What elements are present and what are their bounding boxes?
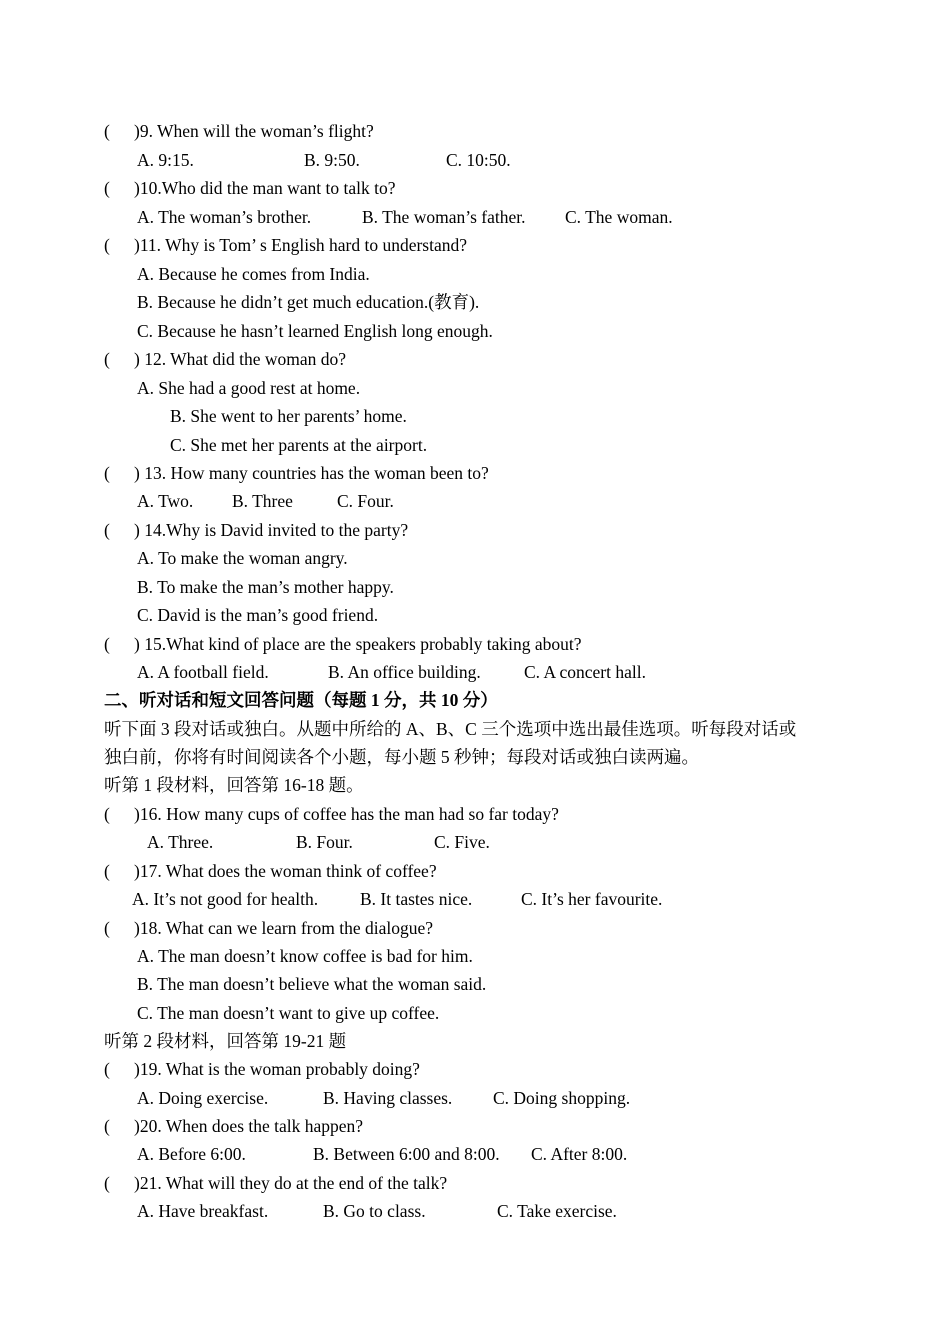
- option-b: B. Between 6:00 and 8:00.: [313, 1144, 500, 1164]
- answer-bracket: (: [104, 178, 110, 198]
- option-a: A. Doing exercise.: [137, 1088, 269, 1108]
- option-a: A. It’s not good for health.: [132, 889, 319, 909]
- answer-bracket: (: [104, 1173, 110, 1193]
- instructions-text: 独白前，你将有时间阅读各个小题，每小题 5 秒钟；每段对话或独白读两遍。: [104, 747, 699, 767]
- option-a: A. Have breakfast.: [137, 1201, 269, 1221]
- answer-bracket: (: [104, 349, 110, 369]
- question-stem: ) 12. What did the woman do?: [134, 349, 347, 369]
- option-c: C. She met her parents at the airport.: [170, 435, 428, 455]
- option-c: C. The man doesn’t want to give up coffee.: [137, 1003, 440, 1023]
- answer-bracket: (: [104, 861, 110, 881]
- question-stem: )19. What is the woman probably doing?: [134, 1059, 420, 1079]
- option-b: B. Having classes.: [323, 1088, 453, 1108]
- answer-bracket: (: [104, 634, 110, 654]
- answer-bracket: (: [104, 1116, 110, 1136]
- option-b: B. The woman’s father.: [362, 207, 526, 227]
- question-stem: )21. What will they do at the end of the talk?: [134, 1173, 448, 1193]
- option-a: A. To make the woman angry.: [137, 548, 348, 568]
- option-b: B. The man doesn’t believe what the woman said.: [137, 974, 487, 994]
- option-c: C. Five.: [434, 832, 490, 852]
- answer-bracket: (: [104, 918, 110, 938]
- question-stem: )16. How many cups of coffee has the man had so far today?: [134, 804, 559, 824]
- option-b: B. Go to class.: [323, 1201, 426, 1221]
- option-b: B. Four.: [296, 832, 353, 852]
- option-c: C. Four.: [337, 491, 394, 511]
- option-c: C. 10:50.: [446, 150, 511, 170]
- answer-bracket: (: [104, 463, 110, 483]
- question-stem: ) 15.What kind of place are the speakers probably taking about?: [134, 634, 582, 654]
- option-b: B. Three: [232, 491, 293, 511]
- question-stem: )9. When will the woman’s flight?: [134, 121, 374, 141]
- option-b: B. She went to her parents’ home.: [170, 406, 407, 426]
- option-a: A. The woman’s brother.: [137, 207, 312, 227]
- option-c: C. Take exercise.: [497, 1201, 617, 1221]
- answer-bracket: (: [104, 235, 110, 255]
- option-c: C. The woman.: [565, 207, 673, 227]
- option-a: A. The man doesn’t know coffee is bad for him.: [137, 946, 473, 966]
- question-stem: ) 14.Why is David invited to the party?: [134, 520, 409, 540]
- option-c: C. A concert hall.: [524, 662, 646, 682]
- option-b: B. Because he didn’t get much education.(教育).: [137, 292, 480, 312]
- question-stem: ) 13. How many countries has the woman been to?: [134, 463, 489, 483]
- question-stem: )18. What can we learn from the dialogue?: [134, 918, 433, 938]
- option-a: A. 9:15.: [137, 150, 194, 170]
- option-b: B. 9:50.: [304, 150, 360, 170]
- option-c: C. Because he hasn’t learned English long enough.: [137, 321, 493, 341]
- option-c: C. It’s her favourite.: [521, 889, 663, 909]
- option-b: B. An office building.: [328, 662, 481, 682]
- option-c: C. Doing shopping.: [493, 1088, 631, 1108]
- section-title: 二、听对话和短文回答问题（每题 1 分，共 10 分）: [104, 690, 498, 710]
- option-a: A. Three.: [147, 832, 214, 852]
- answer-bracket: (: [104, 1059, 110, 1079]
- option-c: C. David is the man’s good friend.: [137, 605, 379, 625]
- option-c: C. After 8:00.: [531, 1144, 628, 1164]
- answer-bracket: (: [104, 121, 110, 141]
- option-b: B. It tastes nice.: [360, 889, 473, 909]
- question-stem: )17. What does the woman think of coffee?: [134, 861, 437, 881]
- option-a: A. Because he comes from India.: [137, 264, 370, 284]
- answer-bracket: (: [104, 804, 110, 824]
- option-a: A. A football field.: [137, 662, 269, 682]
- option-a: A. Two.: [137, 491, 194, 511]
- question-stem: )10.Who did the man want to talk to?: [134, 178, 396, 198]
- instructions-text: 听下面 3 段对话或独白。从题中所给的 A、B、C 三个选项中选出最佳选项。听每段对话或: [104, 719, 797, 739]
- option-b: B. To make the man’s mother happy.: [137, 577, 394, 597]
- question-stem: )11. Why is Tom’ s English hard to understand?: [134, 235, 468, 255]
- option-a: A. Before 6:00.: [137, 1144, 246, 1164]
- part-label: 听第 2 段材料，回答第 19-21 题: [104, 1031, 347, 1051]
- option-a: A. She had a good rest at home.: [137, 378, 361, 398]
- part-label: 听第 1 段材料，回答第 16-18 题。: [104, 775, 364, 795]
- answer-bracket: (: [104, 520, 110, 540]
- question-stem: )20. When does the talk happen?: [134, 1116, 364, 1136]
